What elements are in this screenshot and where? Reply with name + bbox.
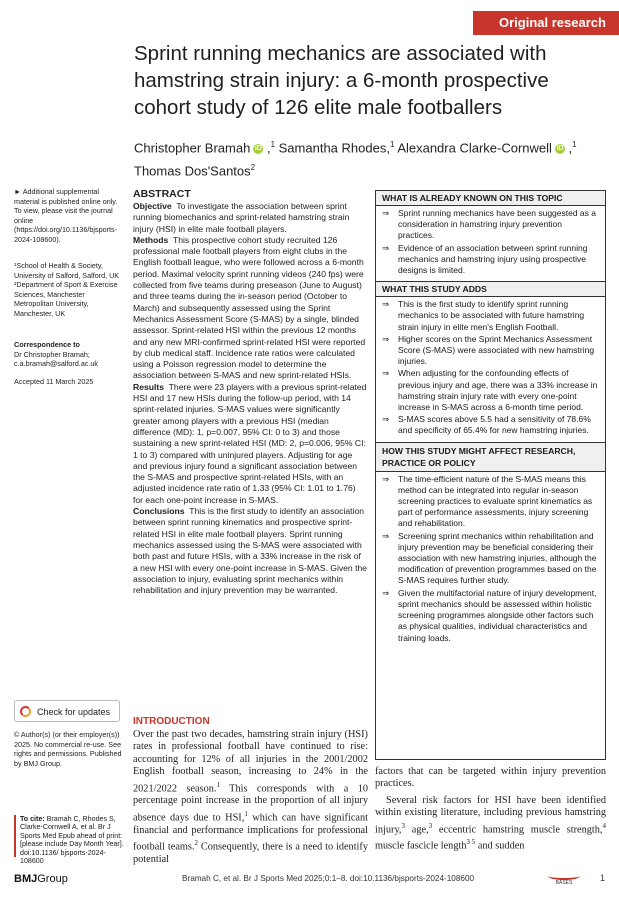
abstract-conclusions <box>133 506 368 596</box>
accepted-text: Accepted 11 March 2025 <box>14 377 94 386</box>
affiliation-2: ²Department of Sport & Exercise Sciences, Manchester Metropolitan University, Manchester, UK <box>14 280 118 318</box>
author-list: Christopher Bramah iD ,$^1$ Samantha Rhodes,$^1$ Alexandra Clarke-Cornwell iD ,$^1$ Thomas Dos'Santos$^2$ <box>134 140 577 179</box>
policy-heading: HOW THIS STUDY MIGHT AFFECT RESEARCH, PRACTICE OR POLICY <box>376 442 605 472</box>
body-text: and sudden <box>475 840 525 852</box>
body-text: muscle fascicle length <box>375 840 467 852</box>
arrow-icon: ⇒ <box>382 414 390 425</box>
intro-text: which can have significant financial and performance implications for professional football teams. <box>133 812 368 853</box>
list-item <box>382 243 599 277</box>
author-name[interactable]: Christopher Bramah <box>134 140 251 156</box>
correspondence-label: Correspondence to <box>14 340 80 349</box>
intro-text: Consequently, there is a need to identify potential <box>133 841 368 865</box>
body-paragraph <box>375 795 606 853</box>
affiliations <box>14 261 126 319</box>
conclusions-text: This is the first study to identify an association between sprint running kinematics and prospective sprint-related HSI in elite male football players. Sprint running mechanics assessed using the S-MAS were associated with both past and future HSIs, with a 33% increase in the risk of a new HSI with every one-point increase in S-MAS. Given the association to injury, evaluating sprint mechanics within rehabilitation and injury prevention may be warranted. <box>133 506 368 596</box>
list-item <box>382 474 599 530</box>
introduction-section <box>133 716 368 866</box>
footer-citation: Bramah C, et al. Br J Sports Med 2025;0:1–8. doi:10.1136/bjsports-2024-108600 <box>182 874 475 883</box>
abstract-results <box>133 382 368 506</box>
check-for-updates-label: Check for updates <box>37 707 111 717</box>
to-cite-label: To cite: <box>20 815 45 823</box>
arrow-icon: ⇒ <box>382 530 390 541</box>
supplemental-text[interactable]: ► Additional supplemental material is published online only. To view, please visit the journal online (https://doi.org/10.1136/bjsports-2024-108600). <box>14 187 118 244</box>
author-name[interactable]: Samantha Rhodes <box>278 140 387 156</box>
methods-label: Methods <box>133 234 169 245</box>
correspondence <box>14 340 126 369</box>
reference-link[interactable]: 4 <box>602 821 606 830</box>
known-heading: WHAT IS ALREADY KNOWN ON THIS TOPIC <box>376 191 605 206</box>
copyright <box>14 730 126 768</box>
bases-logo-text: BASES <box>555 880 573 886</box>
methods-text: This prospective cohort study recruited 126 professional male football players from eight clubs in the English football league, who were followed across a 6-month period. Maximal velocity sprint running videos (240 fps) were collected from five teams during preseason (June to August) and three teams during the in-season period (October to March) and subsequently assessed using the Sprint Mechanics Assessment Score (S-MAS) by a single, blinded assessor. Sprint-related HSI within the previous 12 months and any new MRI-confirmed sprint-related HSI were reported by club medical staff. Incidence rate ratios were calculated using a Poisson regression model to determine the association between S-MAS and new sprint-related HSIs. <box>133 234 366 381</box>
brand-group: Group <box>37 873 68 885</box>
affiliation-1: ¹School of Health & Society, University of Salford, Salford, UK <box>14 261 120 280</box>
key-messages-box <box>375 190 606 760</box>
copyright-text: © Author(s) (or their employer(s)) 2025. No commercial re-use. See rights and permissions. Published by BMJ Group. <box>14 730 122 768</box>
reference-link[interactable]: 3 <box>401 821 406 830</box>
correspondence-name: Dr Christopher Bramah; <box>14 349 90 359</box>
adds-heading: WHAT THIS STUDY ADDS <box>376 281 605 297</box>
list-item <box>382 299 599 333</box>
list-item-text: Sprint running mechanics have been suggested as a consideration in hamstring injury prevention practices. <box>398 208 596 241</box>
orcid-icon[interactable]: iD <box>254 144 262 152</box>
body-text: eccentric hamstring muscle strength, <box>432 824 603 836</box>
arrow-icon: ⇒ <box>382 242 390 253</box>
to-cite-text: Bramah C, Rhodes S, Clarke-Cornwell A, et al. Br J Sports Med Epub ahead of print: [please include Day Month Year]. doi:10.1136/ bjsports-2024-108600 <box>20 815 124 866</box>
affiliation-ref: 2 <box>250 163 256 173</box>
body-paragraph: factors that can be targeted within injury prevention practices. <box>375 766 606 790</box>
page-footer <box>0 866 619 896</box>
arrow-icon: ⇒ <box>382 587 390 598</box>
bmj-logo <box>14 873 68 885</box>
body-text: Several risk factors for HSI have been identified within existing literature, including previous hamstring injury, <box>375 794 606 836</box>
accepted-date <box>14 377 126 387</box>
article-title: Sprint running mechanics are associated with hamstring strain injury: a 6-month prospective cohort study of 126 elite male footballers <box>134 42 549 119</box>
known-list <box>376 206 605 281</box>
page-number: 1 <box>600 873 606 883</box>
objective-label: Objective <box>133 201 172 211</box>
body-column-2 <box>375 766 606 853</box>
orcid-icon[interactable]: iD <box>556 144 564 152</box>
author-name[interactable]: Alexandra Clarke-Cornwell <box>397 140 552 156</box>
list-item-text: The time-efficient nature of the S-MAS means this method can be integrated into regular in-season screening practices to evaluate sprint kinematics as part of performance assessments, injury screening and rehabilitation. <box>398 473 593 529</box>
conclusions-label: Conclusions <box>133 506 185 517</box>
list-item-text: This is the first study to identify sprint running mechanics to be associated with future hamstring strain injury in elite men's English Football. <box>398 299 585 332</box>
list-item <box>382 414 599 436</box>
list-item <box>382 208 599 242</box>
bases-logo <box>548 872 580 888</box>
intro-text: Over the past two decades, hamstring strain injury (HSI) rates in professional football have continued to rise: accounting for 12% of all injuries in the 2001/2002 English football season, increasing to 24% in the 2021/2022 season. <box>133 729 368 795</box>
affiliation-ref: 1 <box>270 140 276 149</box>
results-label: Results <box>133 381 165 392</box>
update-check-icon <box>20 706 31 717</box>
abstract-heading: ABSTRACT <box>133 188 191 200</box>
abstract-methods <box>133 235 368 382</box>
reference-link[interactable]: 3 <box>428 821 433 830</box>
list-item-text: Higher scores on the Sprint Mechanics Assessment Score (S-MAS) were associated with new hamstring injuries. <box>398 333 595 367</box>
abstract <box>133 188 368 596</box>
author-name[interactable]: Thomas Dos'Santos <box>134 163 251 179</box>
article-type-banner: Original research <box>473 11 619 35</box>
introduction-heading: INTRODUCTION <box>133 716 210 727</box>
brand-name: BMJ <box>14 873 38 885</box>
arrow-icon: ⇒ <box>382 299 390 310</box>
list-item-text: S-MAS scores above 5.5 had a sensitivity of 78.6% and specificity of 65.4% for new hamstring injuries. <box>398 414 591 436</box>
affiliation-ref: 1 <box>572 140 577 149</box>
affiliation-ref: 1 <box>389 140 395 149</box>
list-item <box>382 531 599 587</box>
list-item <box>382 334 599 368</box>
arrow-icon: ⇒ <box>382 473 390 484</box>
to-cite-box <box>14 815 124 866</box>
list-item-text: Evidence of an association between sprint running mechanics and hamstring injury using prospective designs is limited. <box>398 242 588 276</box>
arrow-icon: ⇒ <box>382 208 390 218</box>
arrow-icon: ⇒ <box>382 333 390 344</box>
body-text: age, <box>405 824 429 836</box>
adds-list <box>376 297 605 441</box>
results-text: There were 23 players with a previous sprint-related HSI and 17 new HSIs during the follow-up period, with 14 sprint-related injuries. S-MAS values were significantly greater among players with a previous HSI (median difference (MD): 1, p=0.007, 95% CI: 0 to 3) and those sustaining a new sprint-related HSI (MD: 2, p=0.006, 95% CI: 1 to 3) compared with uninjured players. Adjusting for age and previous injury found a significant association between the S-MAS and prospective sprint-related HSIs, with an adjusted incidence rate ratio of 1.33 (95% CI: 1.01 to 1.76) for each one-point increase in S-MAS. <box>133 381 367 505</box>
reference-link[interactable]: 2 <box>194 839 198 848</box>
abstract-objective <box>133 201 368 235</box>
correspondence-email[interactable]: c.a.bramah@salford.ac.uk <box>14 359 99 369</box>
list-item-text: When adjusting for the confounding effects of previous injury and age, there was a 33% increase in hamstring strain injury rate with every one-point increase in S-MAS across a 6-month time period. <box>398 368 598 413</box>
list-item-text: Screening sprint mechanics within rehabilitation and injury prevention may be beneficial considering their association with new hamstring injuries, although the modification of prevention programmes based on the S-MAS requires further study. <box>398 530 597 586</box>
intro-text: This corresponds with a 10 percentage point increase in the proportion of all injury absence days due to HSI, <box>133 783 368 824</box>
check-for-updates-button[interactable] <box>14 700 120 722</box>
list-item-text: Given the multifactorial nature of injury development, sprint mechanics should be assessed within holistic screening programmes alongside other factors such as physical qualities, individual characteristics and training loads. <box>398 587 597 643</box>
objective-text: To investigate the association between sprint running biomechanics and sprint-related hamstring strain injury (HSI) in elite male football players. <box>133 201 350 234</box>
reference-link[interactable]: 1 <box>216 780 220 789</box>
reference-link[interactable]: 1 <box>244 809 248 818</box>
reference-link[interactable]: 3 5 <box>466 838 476 847</box>
introduction-paragraph <box>133 729 368 866</box>
arrow-icon: ⇒ <box>382 368 390 379</box>
list-item <box>382 368 599 413</box>
list-item <box>382 588 599 644</box>
supplemental-note <box>14 187 126 245</box>
policy-list <box>376 472 605 649</box>
